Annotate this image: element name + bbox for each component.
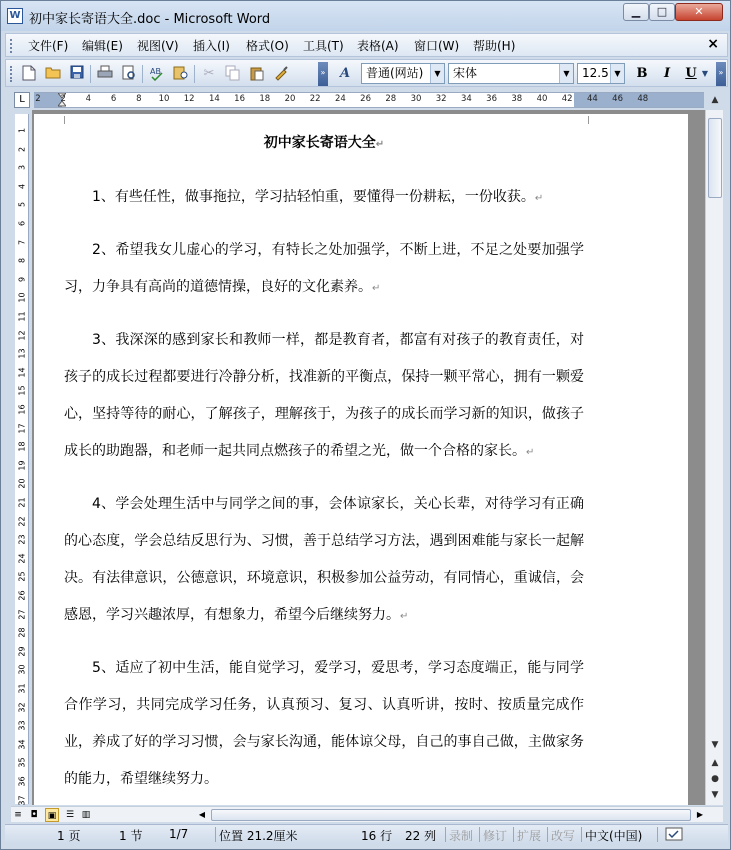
status-separator	[215, 827, 216, 842]
ruler-tick-label: 30	[410, 94, 422, 104]
toolbar-separator	[90, 65, 91, 83]
vertical-ruler-tick-label: 33	[17, 720, 27, 731]
status-section: 1 节	[119, 829, 143, 843]
status-separator	[547, 827, 548, 842]
vertical-ruler[interactable]	[15, 114, 29, 804]
document-body[interactable]	[64, 125, 584, 805]
status-position: 位置 21.2厘米	[219, 829, 298, 843]
toolbar-options-chevron[interactable]: »	[318, 62, 328, 86]
close-window-button[interactable]: ✕	[675, 3, 723, 21]
reading-layout-icon[interactable]: ▥	[81, 810, 91, 820]
paragraph-text: 5、适应了初中生活，能自觉学习，爱学习，爱思考，学习态度端正，能与同学合作学习，共同完成学习任务，认真预习、复习、认真听讲，按时、按质量完成作业，养成了好的学习习惯，会与家长沟通，能体谅父母，自己的事自己做，主做家务的能力，希望继续努力。	[64, 660, 584, 787]
vertical-ruler-tick-label: 17	[17, 423, 27, 434]
toolbar-separator	[142, 65, 143, 83]
vertical-ruler-tick-label: 3	[17, 165, 27, 171]
close-document-button[interactable]: ×	[707, 36, 719, 52]
status-record[interactable]: 录制	[449, 829, 474, 843]
vertical-ruler-tick-label: 26	[17, 590, 27, 601]
ruler-tick-label: 34	[460, 94, 472, 104]
ruler-tick-label: 36	[486, 94, 498, 104]
print-icon[interactable]	[96, 65, 114, 83]
horizontal-scroll-thumb[interactable]	[211, 809, 691, 821]
vertical-ruler-tick-label: 34	[17, 739, 27, 750]
word-app-icon[interactable]: W	[7, 8, 23, 24]
ruler-tick-label: 2	[35, 94, 41, 104]
scroll-right-icon[interactable]: ▶	[696, 810, 704, 819]
horizontal-scrollbar[interactable]	[11, 806, 723, 822]
standard-toolbar	[5, 59, 728, 87]
menu-table[interactable]: 表格(A)	[357, 39, 399, 53]
vertical-ruler-tick-label: 8	[17, 258, 27, 264]
cut-icon[interactable]: ✂	[203, 66, 215, 81]
vertical-ruler-tick-label: 13	[17, 348, 27, 359]
status-column: 22 列	[405, 829, 437, 843]
ruler-tick-label: 26	[360, 94, 372, 104]
status-line: 16 行	[361, 829, 393, 843]
paragraph-mark: ↵	[400, 611, 409, 622]
ruler-tick-label: 42	[561, 94, 573, 104]
underline-dropdown-arrow[interactable]: ▼	[701, 69, 709, 78]
ruler-tick-label: 2	[60, 94, 66, 104]
document-title-text: 初中家长寄语大全	[263, 135, 376, 151]
research-icon[interactable]	[172, 65, 190, 83]
menu-bar	[5, 33, 728, 57]
ruler-tick-label: 10	[158, 94, 170, 104]
browse-object-icon[interactable]: ●	[711, 774, 719, 784]
font-size-dropdown[interactable]	[577, 63, 625, 84]
format-painter-icon[interactable]	[272, 65, 290, 83]
ruler-tick-label: 6	[110, 94, 117, 104]
print-layout-icon[interactable]: ▣	[45, 808, 59, 822]
status-page-of: 1/7	[169, 827, 189, 841]
chevron-down-icon[interactable]: ▼	[430, 64, 444, 83]
new-document-icon[interactable]	[20, 65, 38, 83]
scroll-down-icon[interactable]: ▼	[711, 740, 719, 750]
save-icon[interactable]	[68, 65, 86, 83]
status-separator	[445, 827, 446, 842]
ruler-tick-label: 20	[284, 94, 296, 104]
vertical-ruler-tick-label: 28	[17, 627, 27, 638]
page-corner-mark	[64, 116, 65, 124]
window-title: 初中家长寄语大全.doc - Microsoft Word	[29, 12, 271, 27]
style-dropdown[interactable]	[361, 63, 445, 84]
ruler-tick-label: 18	[259, 94, 271, 104]
status-extend[interactable]: 扩展	[517, 829, 542, 843]
ruler-tick-label: 40	[536, 94, 548, 104]
paragraph-text: 3、我深深的感到家长和教师一样，都是教育者，都富有对孩子的教育责任，对孩子的成长过程都要进行冷静分析，找准新的平衡点，保持一颗平常心，拥有一颗爱心，坚持等待的耐心，了解孩子，理解孩于，为孩子的成长而学习新的知识，做孩子成长的助跑器，和老师一起共同点燃孩子的希望之光，做一个合格的家长。	[64, 332, 584, 459]
status-bar	[5, 824, 728, 844]
menubar-grip-handle[interactable]	[10, 39, 13, 53]
print-preview-icon[interactable]	[120, 65, 138, 83]
paragraph-mark: ↵	[526, 447, 535, 458]
font-value: 宋体	[453, 66, 478, 80]
underline-button[interactable]: U	[685, 66, 697, 81]
paragraph[interactable]	[64, 486, 584, 635]
status-language[interactable]: 中文(中国)	[585, 829, 643, 843]
vertical-ruler-tick-label: 31	[17, 683, 27, 694]
font-dropdown[interactable]	[448, 63, 574, 84]
menu-file[interactable]: 文件(F)	[28, 39, 69, 53]
ruler-tick-label: 16	[234, 94, 246, 104]
vertical-ruler-tick-label: 30	[17, 664, 27, 675]
ruler-tick-label: 28	[385, 94, 397, 104]
spelling-status-icon[interactable]	[665, 827, 683, 844]
vertical-ruler-tick-label: 15	[17, 385, 27, 396]
menu-view[interactable]: 视图(V)	[137, 39, 179, 53]
horizontal-ruler[interactable]	[34, 92, 704, 108]
ruler-tick-label: 14	[208, 94, 220, 104]
ruler-tick-label: 12	[183, 94, 195, 104]
menu-edit[interactable]: 编辑(E)	[82, 39, 123, 53]
vertical-ruler-tick-label: 37	[17, 795, 27, 806]
page-corner-mark	[588, 116, 589, 124]
vertical-ruler-tick-label: 1	[17, 127, 27, 134]
paragraph[interactable]	[64, 650, 584, 798]
copy-icon[interactable]	[224, 65, 242, 83]
normal-view-icon[interactable]: ≡	[14, 810, 22, 820]
ruler-tick-label: 24	[334, 94, 346, 104]
previous-page-icon[interactable]: ▲	[711, 758, 719, 768]
vertical-ruler-tick-label: 24	[17, 553, 27, 564]
vertical-scrollbar[interactable]	[705, 95, 723, 805]
document-area	[32, 110, 705, 805]
paragraph-mark: ↵	[534, 193, 544, 204]
svg-text:AB: AB	[150, 67, 161, 76]
vertical-ruler-tick-label: 7	[17, 239, 27, 245]
vertical-ruler-tick-label: 19	[17, 460, 27, 471]
menu-window[interactable]: 窗口(W)	[414, 39, 460, 53]
vertical-ruler-tick-label: 9	[17, 276, 27, 282]
vertical-ruler-tick-label: 22	[17, 516, 27, 527]
italic-button[interactable]: I	[663, 66, 671, 81]
chevron-down-icon[interactable]: ▼	[559, 64, 573, 83]
status-separator	[479, 827, 480, 842]
ruler-tick-label: 48	[637, 94, 649, 104]
vertical-ruler-tick-label: 2	[17, 146, 27, 152]
maximize-button[interactable]: □	[649, 3, 675, 21]
vertical-ruler-tick-label: 11	[17, 311, 27, 322]
vertical-ruler-tick-label: 12	[17, 330, 27, 341]
status-separator	[513, 827, 514, 842]
outline-view-icon[interactable]: ☰	[65, 810, 75, 820]
vertical-ruler-tick-label: 20	[17, 478, 27, 489]
paragraph-text: 4、学会处理生活中与同学之间的事，会体谅家长，关心长辈，对待学习有正确的心态度，学会总结反思行为、习惯，善于总结学习方法，遇到困难能与家长一起解决。有法律意识，公德意识，环境意识，积极参加公益劳动，有同情心，重诚信，会感恩，学习兴趣浓厚，有想象力，希望今后继续努力。	[64, 496, 584, 623]
font-size-value: 12.5	[582, 66, 609, 80]
ruler-tick-label: 44	[586, 94, 598, 104]
vertical-ruler-tick-label: 35	[17, 757, 27, 768]
style-value: 普通(网站)	[366, 66, 424, 80]
vertical-ruler-tick-label: 36	[17, 776, 27, 787]
open-folder-icon[interactable]	[44, 65, 62, 83]
paragraph[interactable]	[64, 179, 584, 217]
paragraph[interactable]	[64, 232, 584, 307]
status-separator	[657, 827, 658, 842]
menu-insert[interactable]: 插入(I)	[193, 39, 230, 53]
toolbar-grip-handle[interactable]	[10, 66, 13, 82]
vertical-ruler-tick-label: 5	[17, 202, 27, 208]
document-page[interactable]	[34, 114, 688, 805]
ruler-tick-label: 38	[511, 94, 523, 104]
styles-icon-letter: A	[339, 66, 351, 81]
paragraph[interactable]	[64, 322, 584, 471]
tab-selector[interactable]: L	[14, 92, 30, 108]
format-toolbar-options-chevron[interactable]: »	[716, 62, 726, 86]
vertical-scroll-thumb[interactable]	[708, 118, 722, 198]
vertical-ruler-tick-label: 27	[17, 609, 27, 620]
styles-and-formatting-icon[interactable]	[336, 65, 354, 83]
vertical-ruler-tick-label: 4	[17, 183, 27, 189]
vertical-ruler-tick-label: 18	[17, 441, 27, 452]
ruler-tick-label: 46	[612, 94, 624, 104]
menu-help[interactable]: 帮助(H)	[473, 39, 516, 53]
paragraph-text: 1、有些任性，做事拖拉，学习拈轻怕重，要懂得一份耕耘，一份收获。	[92, 189, 535, 205]
ruler-tick-label: 22	[309, 94, 321, 104]
vertical-ruler-tick-label: 14	[17, 367, 27, 378]
document-title	[64, 125, 584, 163]
paragraph-mark: ↵	[375, 139, 385, 150]
ruler-tick-label: 32	[435, 94, 447, 104]
ruler-tick-label: 8	[136, 94, 142, 104]
status-separator	[581, 827, 582, 842]
paragraph-text: 2、希望我女儿虚心的学习，有特长之处加强学，不断上进，不足之处要加强学习，力争具有高尚的道德情操，良好的文化素养。	[64, 242, 584, 295]
ruler-tick-label: 4	[85, 94, 92, 104]
chevron-down-icon[interactable]: ▼	[610, 64, 624, 83]
vertical-ruler-tick-label: 16	[17, 404, 27, 415]
bold-button[interactable]: B	[636, 66, 648, 81]
toolbar-separator	[194, 65, 195, 83]
vertical-ruler-tick-label: 23	[17, 534, 27, 545]
vertical-ruler-tick-label: 21	[17, 497, 27, 508]
status-track-changes[interactable]: 修订	[483, 829, 508, 843]
vertical-ruler-tick-label: 25	[17, 571, 27, 582]
title-bar[interactable]	[1, 1, 730, 31]
vertical-ruler-tick-label: 29	[17, 646, 27, 657]
vertical-ruler-tick-label: 6	[17, 220, 27, 227]
scroll-up-icon[interactable]: ▲	[711, 95, 719, 105]
status-page: 1 页	[57, 829, 81, 843]
menu-format[interactable]: 格式(O)	[246, 39, 289, 53]
spelling-check-icon[interactable]	[148, 65, 166, 83]
next-page-icon[interactable]: ▼	[711, 790, 719, 800]
paragraph-mark: ↵	[372, 283, 381, 294]
scroll-left-icon[interactable]: ◀	[198, 810, 206, 819]
paste-icon[interactable]	[248, 65, 266, 83]
status-overtype[interactable]: 改写	[551, 829, 576, 843]
minimize-button[interactable]: ▁	[623, 3, 649, 21]
vertical-ruler-tick-label: 10	[17, 292, 27, 303]
vertical-ruler-tick-label: 32	[17, 702, 27, 713]
menu-tools[interactable]: 工具(T)	[303, 39, 344, 53]
web-layout-icon[interactable]: ◘	[30, 810, 38, 820]
